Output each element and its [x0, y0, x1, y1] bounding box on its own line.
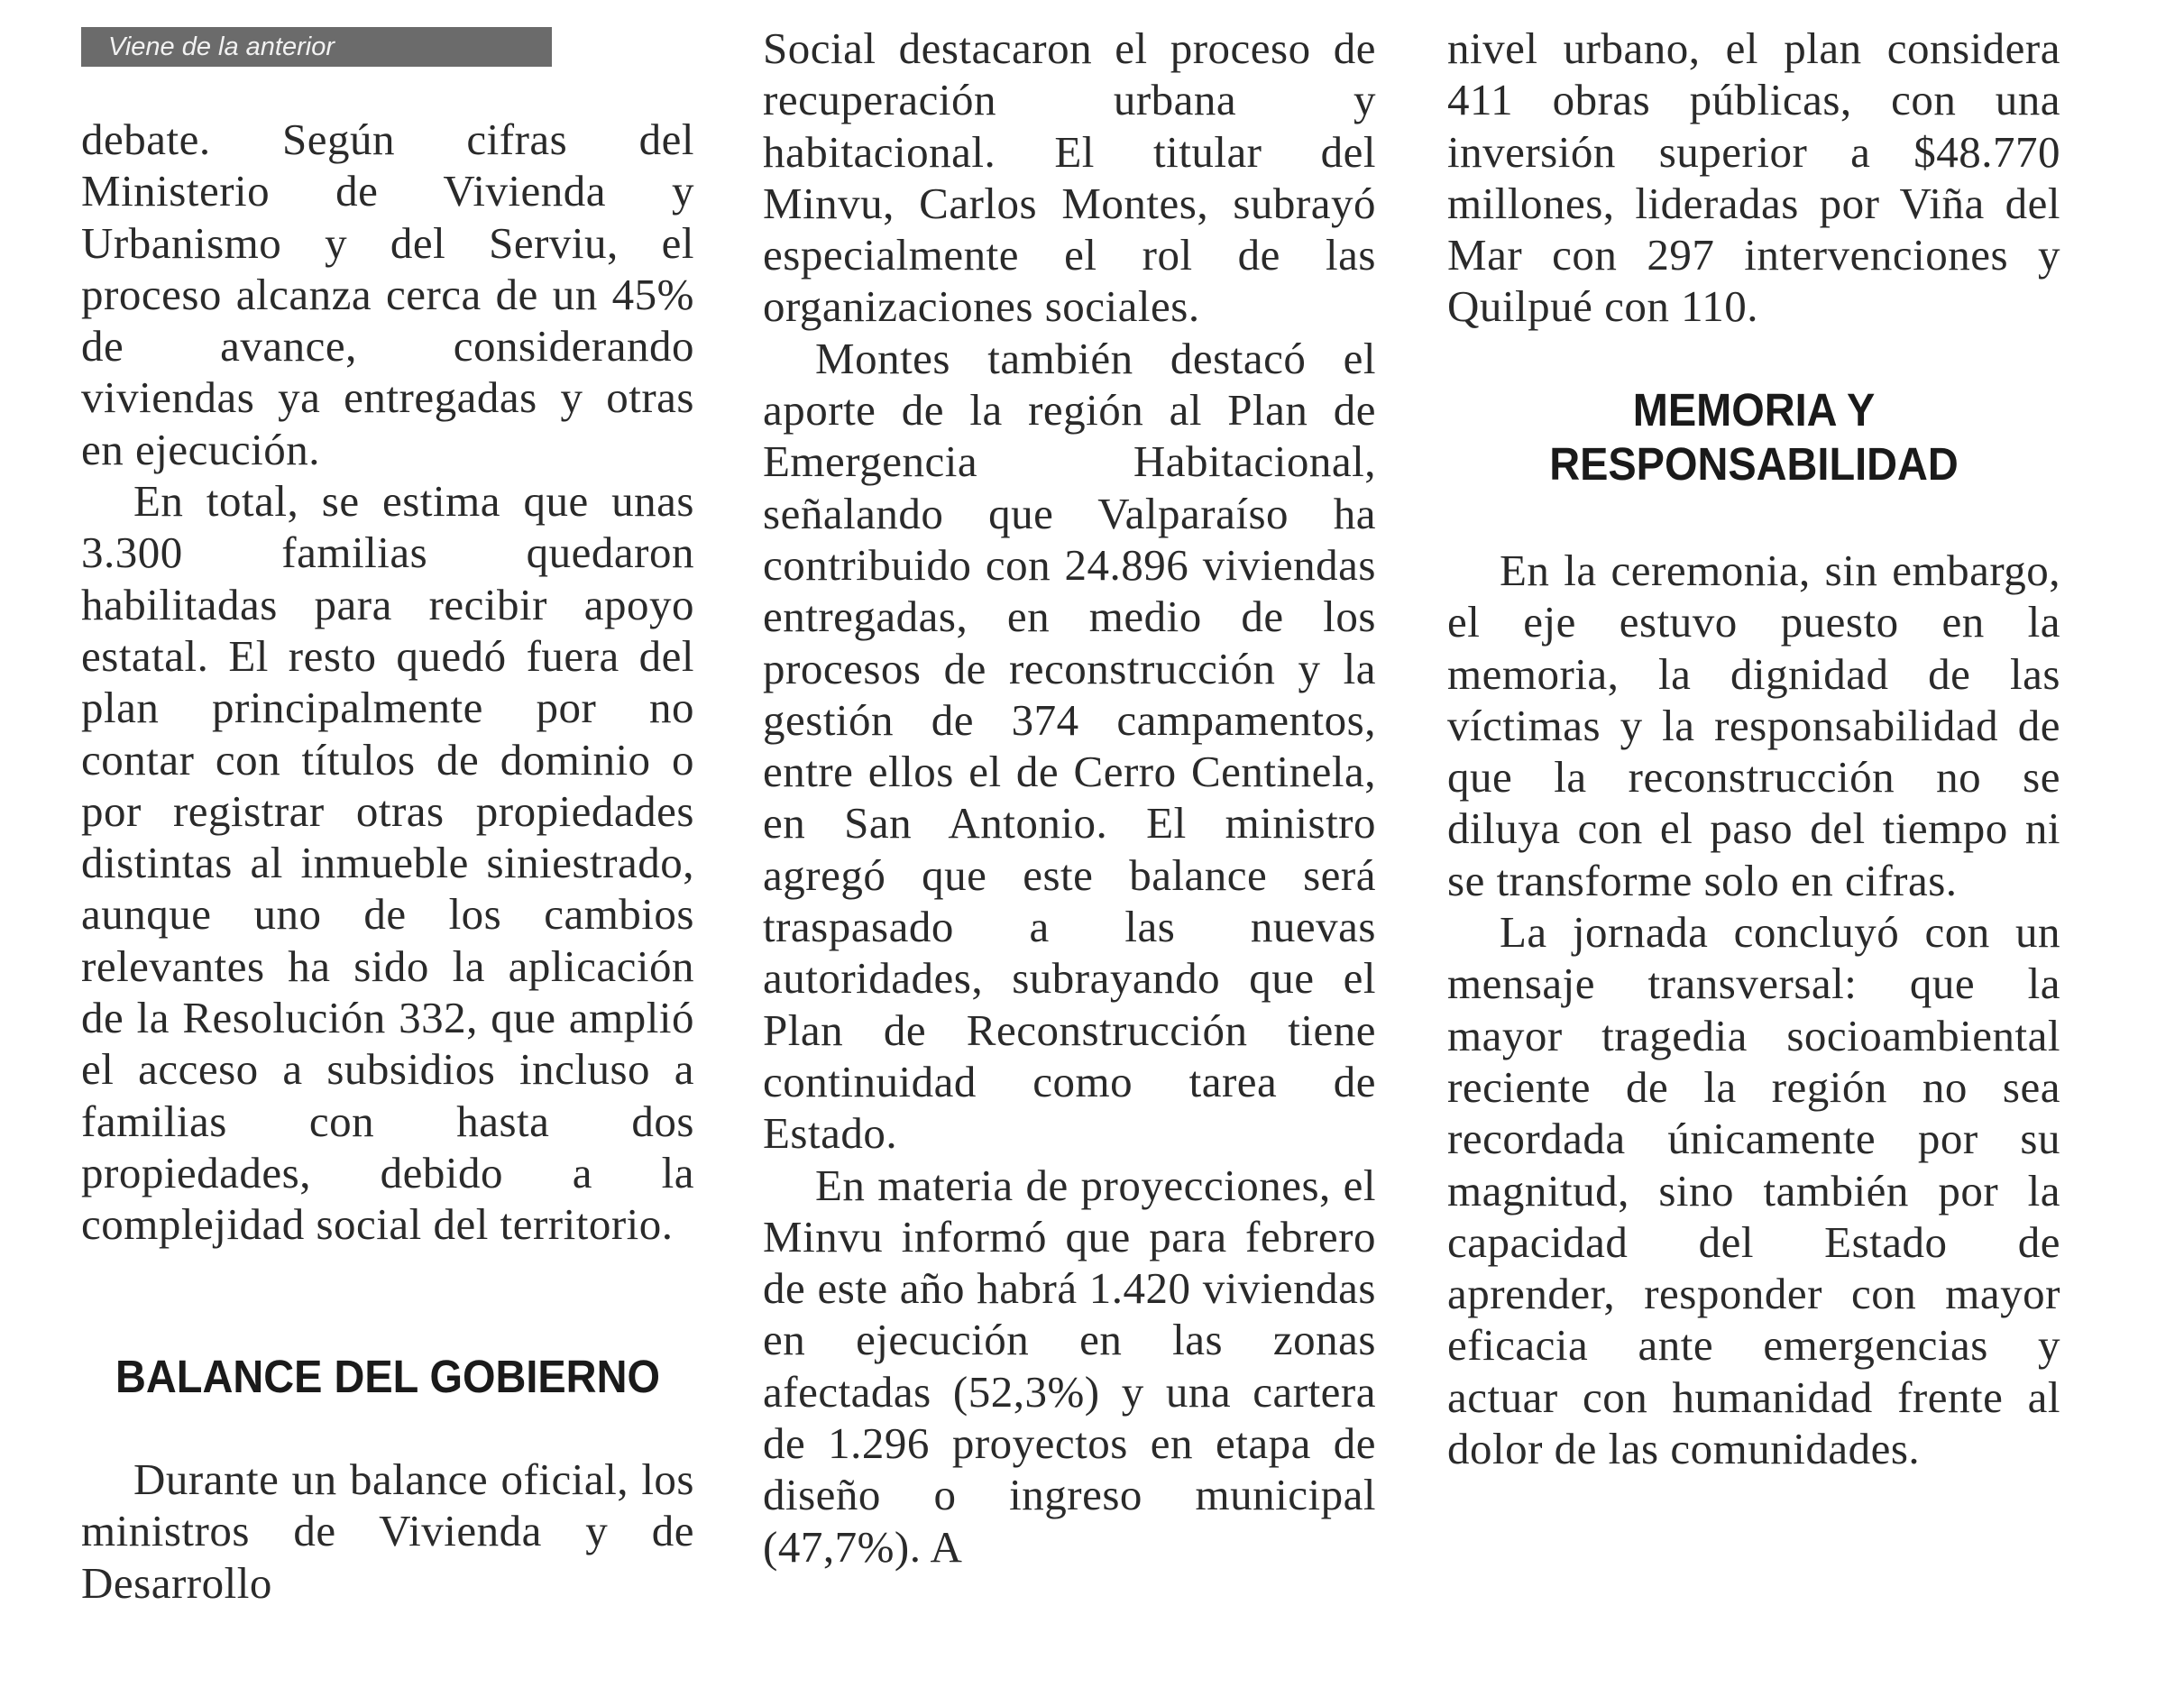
- article-column-1: [81, 114, 694, 1251]
- article-paragraph: La jornada concluyó con un mensaje transversal: que la mayor tragedia socioambiental reciente de la región no sea recordada únicamente por su magnitud, sino también por la capacidad del Estado de aprender, responder con mayor eficacia ante emergencias y actuar con humanidad frente al dolor de las comunidades.: [1447, 907, 2060, 1474]
- article-column-3: [1447, 23, 2060, 333]
- article-column-1-continued: [81, 1454, 694, 1609]
- article-paragraph: En total, se estima que unas 3.300 familias quedaron habilitadas para recibir apoyo estatal. El resto quedó fuera del plan principalmente por no contar con títulos de dominio o por registrar otras propiedades distintas al inmueble siniestrado, aunque uno de los cambios relevantes ha sido la aplicación de la Resolución 332, que amplió el acceso a subsidios incluso a familias con hasta dos propiedades, debido a la complejidad social del territorio.: [81, 476, 694, 1250]
- article-column-2: [763, 23, 1376, 1573]
- continued-from-previous-banner: Viene de la anterior: [81, 27, 552, 67]
- article-paragraph: Social destacaron el proceso de recuperación urbana y habitacional. El titular del Minvu, Carlos Montes, subrayó especialmente el rol de las organizaciones sociales.: [763, 23, 1376, 332]
- article-column-3-continued: [1447, 545, 2060, 1474]
- section-heading-balance: BALANCE DEL GOBIERNO: [115, 1351, 660, 1402]
- article-paragraph: En materia de proyecciones, el Minvu informó que para febrero de este año habrá 1.420 viviendas en ejecución en las zonas afectadas (52,3%) y una cartera de 1.296 proyectos en etapa de diseño o ingreso municipal (47,7%). A: [763, 1160, 1376, 1572]
- article-paragraph: nivel urbano, el plan considera 411 obras públicas, con una inversión superior a $48.770 millones, lideradas por Viña del Mar con 297 intervenciones y Quilpué con 110.: [1447, 23, 2060, 332]
- article-paragraph: En la ceremonia, sin embargo, el eje estuvo puesto en la memoria, la dignidad de las víctimas y la responsabilidad de que la reconstrucción no se diluya con el paso del tiempo ni se transforme solo en cifras.: [1447, 546, 2060, 905]
- article-paragraph: Montes también destacó el aporte de la región al Plan de Emergencia Habitacional, señalando que Valparaíso ha contribuido con 24.896 viviendas entregadas, en medio de los procesos de reconstrucción y la gestión de 374 campamentos, entre ellos el de Cerro Centinela, en San Antonio. El ministro agregó que este balance será traspasado a las nuevas autoridades, subrayando que el Plan de Reconstrucción tiene continuidad como tarea de Estado.: [763, 333, 1376, 1159]
- section-heading-memoria: MEMORIA Y RESPONSABILIDAD: [1549, 384, 1959, 490]
- article-paragraph: Durante un balance oficial, los ministros de Vivienda y de Desarrollo: [81, 1454, 694, 1608]
- article-paragraph: debate. Según cifras del Ministerio de Vivienda y Urbanismo y del Serviu, el proceso alcanza cerca de un 45% de avance, considerando viviendas ya entregadas y otras en ejecución.: [81, 115, 694, 474]
